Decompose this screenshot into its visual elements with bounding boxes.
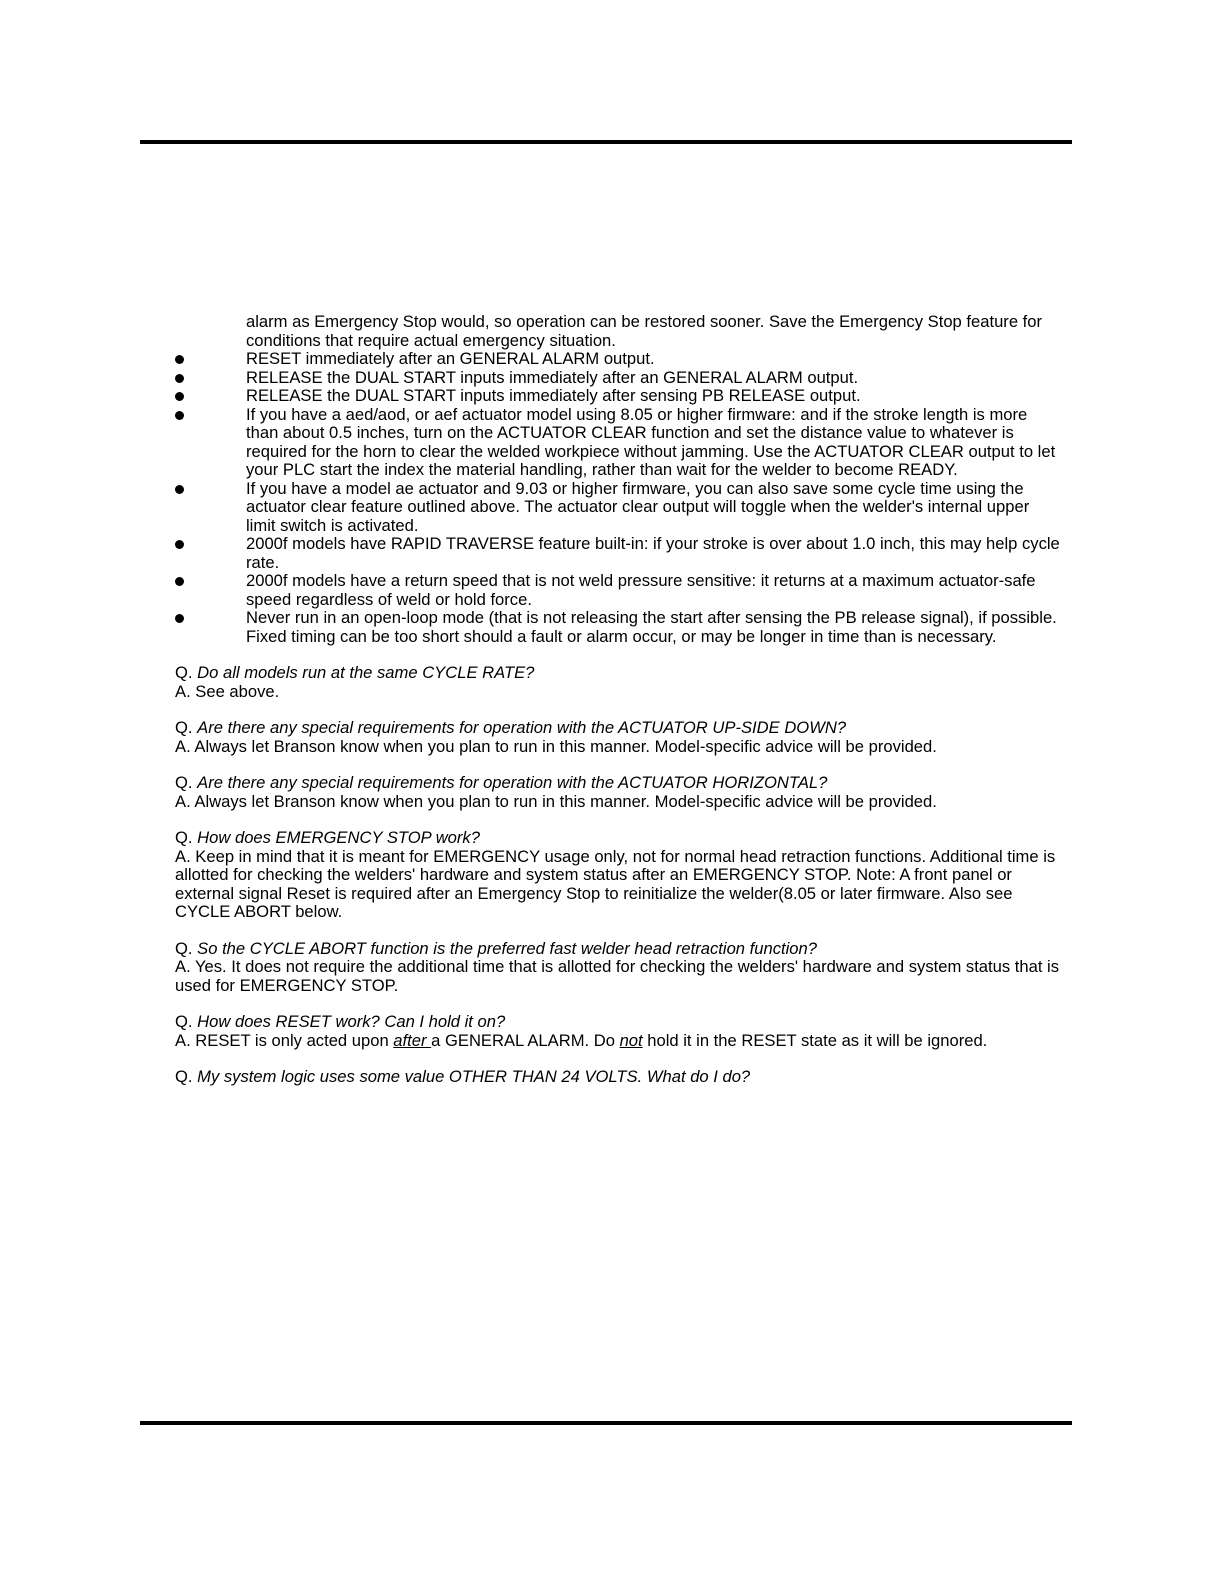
bullet-icon	[175, 614, 184, 623]
answer: A. Always let Branson know when you plan to run in this manner. Model-specific advice will be provided.	[175, 736, 937, 756]
continued-paragraph: alarm as Emergency Stop would, so operation can be restored sooner. Save the Emergency Stop feature for conditions that require actual emergency situation.	[246, 312, 1043, 350]
answer: A. See above.	[175, 681, 280, 701]
answer: A. Yes. It does not require the additional time that is allotted for checking the welders' hardware and system status that is used for EMERGENCY STOP.	[175, 957, 1060, 995]
qa-cycle-rate	[175, 664, 1060, 701]
list-item	[175, 350, 1060, 369]
bullet-icon	[175, 540, 184, 549]
list-item	[175, 369, 1060, 388]
top-rule	[140, 140, 1072, 144]
qa-other-voltage	[175, 1068, 1060, 1087]
list-item-text: If you have a model ae actuator and 9.03 or higher firmware, you can also save some cycle time using the actuator clear feature outlined above. The actuator clear output will toggle when the welder's internal upper limit switch is activated.	[246, 478, 1030, 535]
list-item-text: RESET immediately after an GENERAL ALARM output.	[246, 349, 655, 368]
list-item-text: 2000f models have RAPID TRAVERSE feature built-in: if your stroke is over about 1.0 inch, this may help cycle rate.	[246, 534, 1060, 572]
bottom-rule	[140, 1421, 1072, 1425]
qa-upside-down	[175, 719, 1060, 756]
answer: A. RESET is only acted upon after a GENERAL ALARM. Do not hold it in the RESET state as it will be ignored.	[175, 1030, 988, 1050]
bullet-icon	[175, 392, 184, 401]
bullet-icon	[175, 374, 184, 383]
bullet-icon	[175, 577, 184, 586]
qa-reset	[175, 1013, 1060, 1050]
tips-list	[175, 350, 1060, 646]
list-item-text: RELEASE the DUAL START inputs immediately after sensing PB RELEASE output.	[246, 386, 861, 405]
qa-cycle-abort	[175, 940, 1060, 996]
document-body	[175, 313, 1060, 1087]
list-item	[175, 406, 1060, 480]
question: Q. My system logic uses some value OTHER THAN 24 VOLTS. What do I do?	[175, 1067, 751, 1086]
list-item	[175, 609, 1060, 646]
question: Q. Do all models run at the same CYCLE RATE?	[175, 663, 535, 682]
list-item-text: If you have a aed/aod, or aef actuator model using 8.05 or higher firmware: and if the stroke length is more than about 0.5 inches, turn on the ACTUATOR CLEAR function and set the distance value to whatever is required for the horn to clear the welded workpiece without jamming. Use the ACTUATOR CLEAR output to let your PLC start the index the material handling, rather than wait for the welder to become READY.	[246, 404, 1056, 479]
qa-emergency-stop	[175, 829, 1060, 922]
list-item-text: RELEASE the DUAL START inputs immediately after an GENERAL ALARM output.	[246, 367, 859, 387]
list-item	[175, 535, 1060, 572]
list-item	[175, 387, 1060, 406]
list-item-text: Never run in an open-loop mode (that is not releasing the start after sensing the PB release signal), if possible. Fixed timing can be too short should a fault or alarm occur, or may be longer in time than is necessary.	[246, 608, 1057, 646]
question: Q. Are there any special requirements for operation with the ACTUATOR UP-SIDE DOWN?	[175, 718, 847, 737]
question: Q. So the CYCLE ABORT function is the preferred fast welder head retraction function?	[175, 938, 817, 958]
question: Q. How does EMERGENCY STOP work?	[175, 828, 480, 847]
list-item-text: 2000f models have a return speed that is not weld pressure sensitive: it returns at a maximum actuator-safe speed regardless of weld or hold force.	[246, 571, 1036, 609]
qa-horizontal	[175, 774, 1060, 811]
question: Q. Are there any special requirements for operation with the ACTUATOR HORIZONTAL?	[175, 773, 828, 792]
list-item	[175, 572, 1060, 609]
question: Q. How does RESET work? Can I hold it on?	[175, 1012, 506, 1031]
list-item	[175, 480, 1060, 536]
bullet-icon	[175, 355, 184, 364]
bullet-icon	[175, 485, 184, 494]
bullet-icon	[175, 411, 184, 420]
answer: A. Keep in mind that it is meant for EMERGENCY usage only, not for normal head retraction functions. Additional time is allotted for checking the welders' hardware and system status after an EMERGENCY STOP. Note: A front panel or external signal Reset is required after an Emergency Stop to reinitialize the welder(8.05 or later firmware. Also see CYCLE ABORT below.	[175, 846, 1056, 921]
answer: A. Always let Branson know when you plan to run in this manner. Model-specific advice will be provided.	[175, 791, 937, 811]
